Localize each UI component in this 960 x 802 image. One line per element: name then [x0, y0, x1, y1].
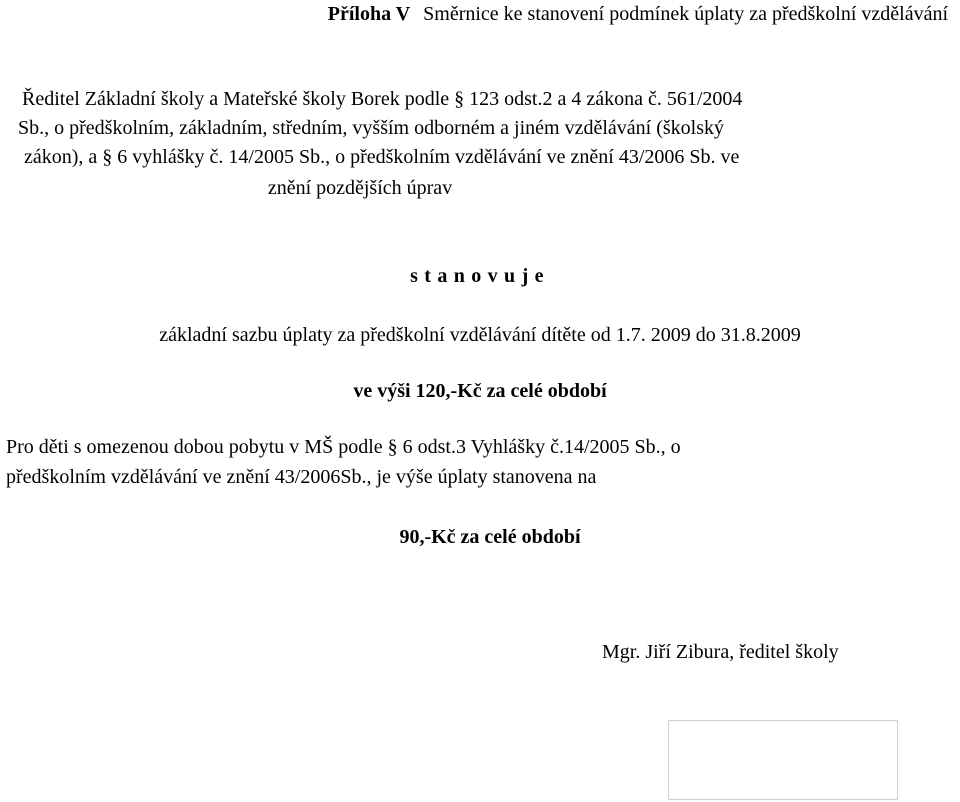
reduced-amount: 90,-Kč za celé období: [399, 526, 581, 548]
base-rate-amount: ve výši 120,-Kč za celé období: [353, 380, 607, 402]
intro-line-4: znění pozdějších úprav: [267, 177, 453, 199]
decree-word: stanovuje: [410, 265, 550, 287]
signature: Mgr. Jiří Zibura, ředitel školy: [602, 641, 839, 663]
base-rate-text: základní sazbu úplaty za předškolní vzdělávání dítěte od 1.7. 2009 do 31.8.2009: [159, 324, 801, 346]
reduced-line-2: předškolním vzdělávání ve znění 43/2006Sb., je výše úplaty stanovena na: [6, 466, 597, 488]
intro-line-1: Ředitel Základní školy a Mateřské školy Borek podle § 123 odst.2 a 4 zákona č. 561/2004: [22, 88, 743, 110]
stamp-box: [668, 720, 898, 800]
intro-line-3: zákon), a § 6 vyhlášky č. 14/2005 Sb., o předškolním vzdělávání ve znění 43/2006 Sb. ve: [24, 146, 740, 168]
attachment-label: Příloha V: [327, 3, 411, 25]
intro-line-2: Sb., o předškolním, základním, středním, vyšším odborném a jiném vzdělávání (školský: [18, 117, 725, 139]
header-title: Směrnice ke stanovení podmínek úplaty za předškolní vzdělávání: [423, 3, 948, 25]
reduced-line-1: Pro děti s omezenou dobou pobytu v MŠ podle § 6 odst.3 Vyhlášky č.14/2005 Sb., o: [6, 436, 681, 458]
document-header: [328, 4, 948, 24]
